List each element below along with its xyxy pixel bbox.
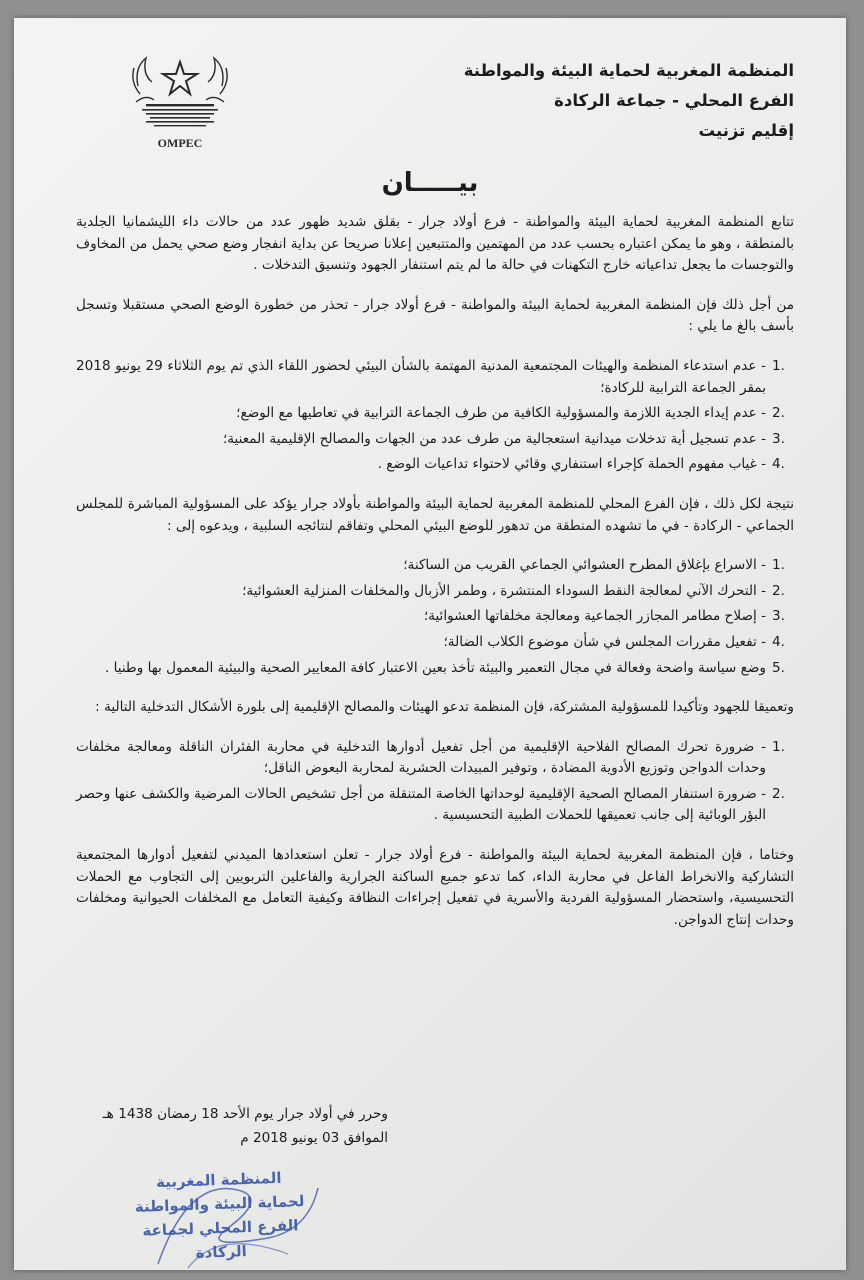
organization-logo (124, 48, 236, 152)
logo-text: OMPEC (157, 136, 203, 150)
stamp-text: المنظمة المغربية لحماية البيئة والمواطنة الفرع المحلي لجماعة الركادة (134, 1168, 305, 1262)
document-page (14, 18, 846, 1270)
province-name: إقليم تزنيت (698, 121, 794, 140)
paragraph-warning: من أجل ذلك فإن المنظمة المغربية لحماية البيئة والمواطنة - فرع أولاد جرار - تحذر من خطورة الوضع الصحي مستقبلا وتسجل بأسف بالغ ما يلي : (76, 296, 794, 335)
list-item: 5. وضع سياسة واضحة وفعالة في مجال التعمير والبيئة تأخذ بعين الاعتبار كافة المعايير الصحية والبيئية المعمول بها وطنيا . (104, 659, 785, 676)
letterhead (434, 56, 794, 146)
list-item: 1. - ضرورة تحرك المصالح الفلاحية الإقليمية من أجل تفعيل أدوارها التدخلية في محاربة الفئران الناقلة ومعالجة مخلفات وحدات الدواجن وتوزيع الأدوية المضادة ، وتوفير المبيدات الحشرية لمحاربة البعوض الناقل؛ (76, 738, 785, 777)
list-item: 2. - التحرك الآني لمعالجة النقط السوداء المنتشرة ، وطمر الأزبال والمخلفات المنزلية العشوائية؛ (242, 582, 785, 599)
org-name: المنظمة المغربية لحماية البيئة والمواطنة (463, 61, 794, 80)
date-hijri: وحرر في أولاد جرار يوم الأحد 18 رمضان 1438 هـ (102, 1106, 388, 1122)
list-item: 1. - الاسراع بإغلاق المطرح العشوائي الجماعي القريب من الساكنة؛ (403, 557, 785, 574)
paragraph-closing: وختاما ، فإن المنظمة المغربية لحماية البيئة والمواطنة - فرع أولاد جرار - تعلن استعدادها الميدني لتفعيل أدوارها المجتمعية التشاركية والانخراط الفاعل في محاربة الداء، كما تدعو جميع الساكنة الجرارية والفاعلين التربويين إلى التجاوب مع الحملات التحسيسية، واستحضار المسؤولية الفردية والأسرية في تفعيل إجراءات النظافة وكيفية التعامل مع المخلفات الحيوانية ومخلفات وحدات إنتاج الدواجن. (76, 847, 794, 928)
list-item: 4. - تفعيل مقررات المجلس في شأن موضوع الكلاب الضالة؛ (443, 633, 785, 650)
list-item: 3. - عدم تسجيل أية تدخلات ميدانية استعجالية من طرف عدد من الجهات والمصالح الإقليمية المعنية؛ (222, 430, 785, 447)
paragraph-responsibility: نتيجة لكل ذلك ، فإن الفرع المحلي للمنظمة المغربية لحماية البيئة والمواطنة بأولاد جرار يؤكد على المسؤولية المباشرة للمجلس الجماعي - الركادة - في ما تشهده المنطقة من تدهور للوضع البيئي المحلي وتفاقم لنتائجه السلبية ، ويدعوه إلى : (76, 495, 794, 534)
list-item: 3. - إصلاح مطامر المجازر الجماعية ومعالجة مخلفاتها العشوائية؛ (423, 608, 785, 625)
list-item: 4. - غياب مفهوم الحملة كإجراء استنفاري وقائي لاحتواء تداعيات الوضع . (377, 456, 785, 473)
official-stamp (118, 1168, 338, 1278)
list-observations (76, 356, 794, 476)
list-demands (76, 555, 794, 679)
date-gregorian: الموافق 03 يونيو 2018 م (240, 1130, 388, 1146)
paragraph-call: وتعميقا للجهود وتأكيدا للمسؤولية المشتركة، فإن المنظمة تدعو الهيئات والمصالح الإقليمية إلى بلورة الأشكال التدخلية التالية : (95, 699, 794, 716)
date-block (48, 1102, 388, 1150)
list-item: 2. - عدم إيداء الجدية اللازمة والمسؤولية الكافية من طرف الجماعة الترابية في تعاطيها مع الوضع؛ (236, 405, 785, 422)
document-body (76, 212, 794, 949)
paragraph-intro: تتابع المنظمة المغربية لحماية البيئة والمواطنة - فرع أولاد جرار - بقلق شديد ظهور عدد من حالات داء الليشمانيا الجلدية بالمنطقة ، وهو ما يمكن اعتباره بحسب عدد من المهتمين والمتتبعين إعلانا صريحا عن بداية انفجار وضع صحي يحمل من المخاوف والتوجسات ما يجعل تداعياته خارج التكهنات في حالة ما لم يتم استنفار الجهود وتنسيق التدخلات . (76, 214, 794, 274)
logo-emblem-icon (124, 48, 236, 152)
branch-name: الفرع المحلي - جماعة الركادة (554, 91, 794, 110)
document-title: بيـــــان (381, 168, 479, 198)
list-item: 1. - عدم استدعاء المنظمة والهيئات المجتمعية المدنية المهتمة بالشأن البيئي لحضور اللقاء الذي تم يوم الثلاثاء 29 يونيو 2018 بمقر الجماعة الترابية للركادة؛ (76, 357, 785, 396)
list-interventions (76, 737, 794, 827)
list-item: 2. - ضرورة استنفار المصالح الصحية الإقليمية لوحداتها الخاصة المتنقلة من أجل تشخيص الحالات المرضية والكشف عنها وحصر البؤر الوبائية إلى جانب تعميقها للحملات الطبية التحسيسية . (76, 785, 785, 824)
